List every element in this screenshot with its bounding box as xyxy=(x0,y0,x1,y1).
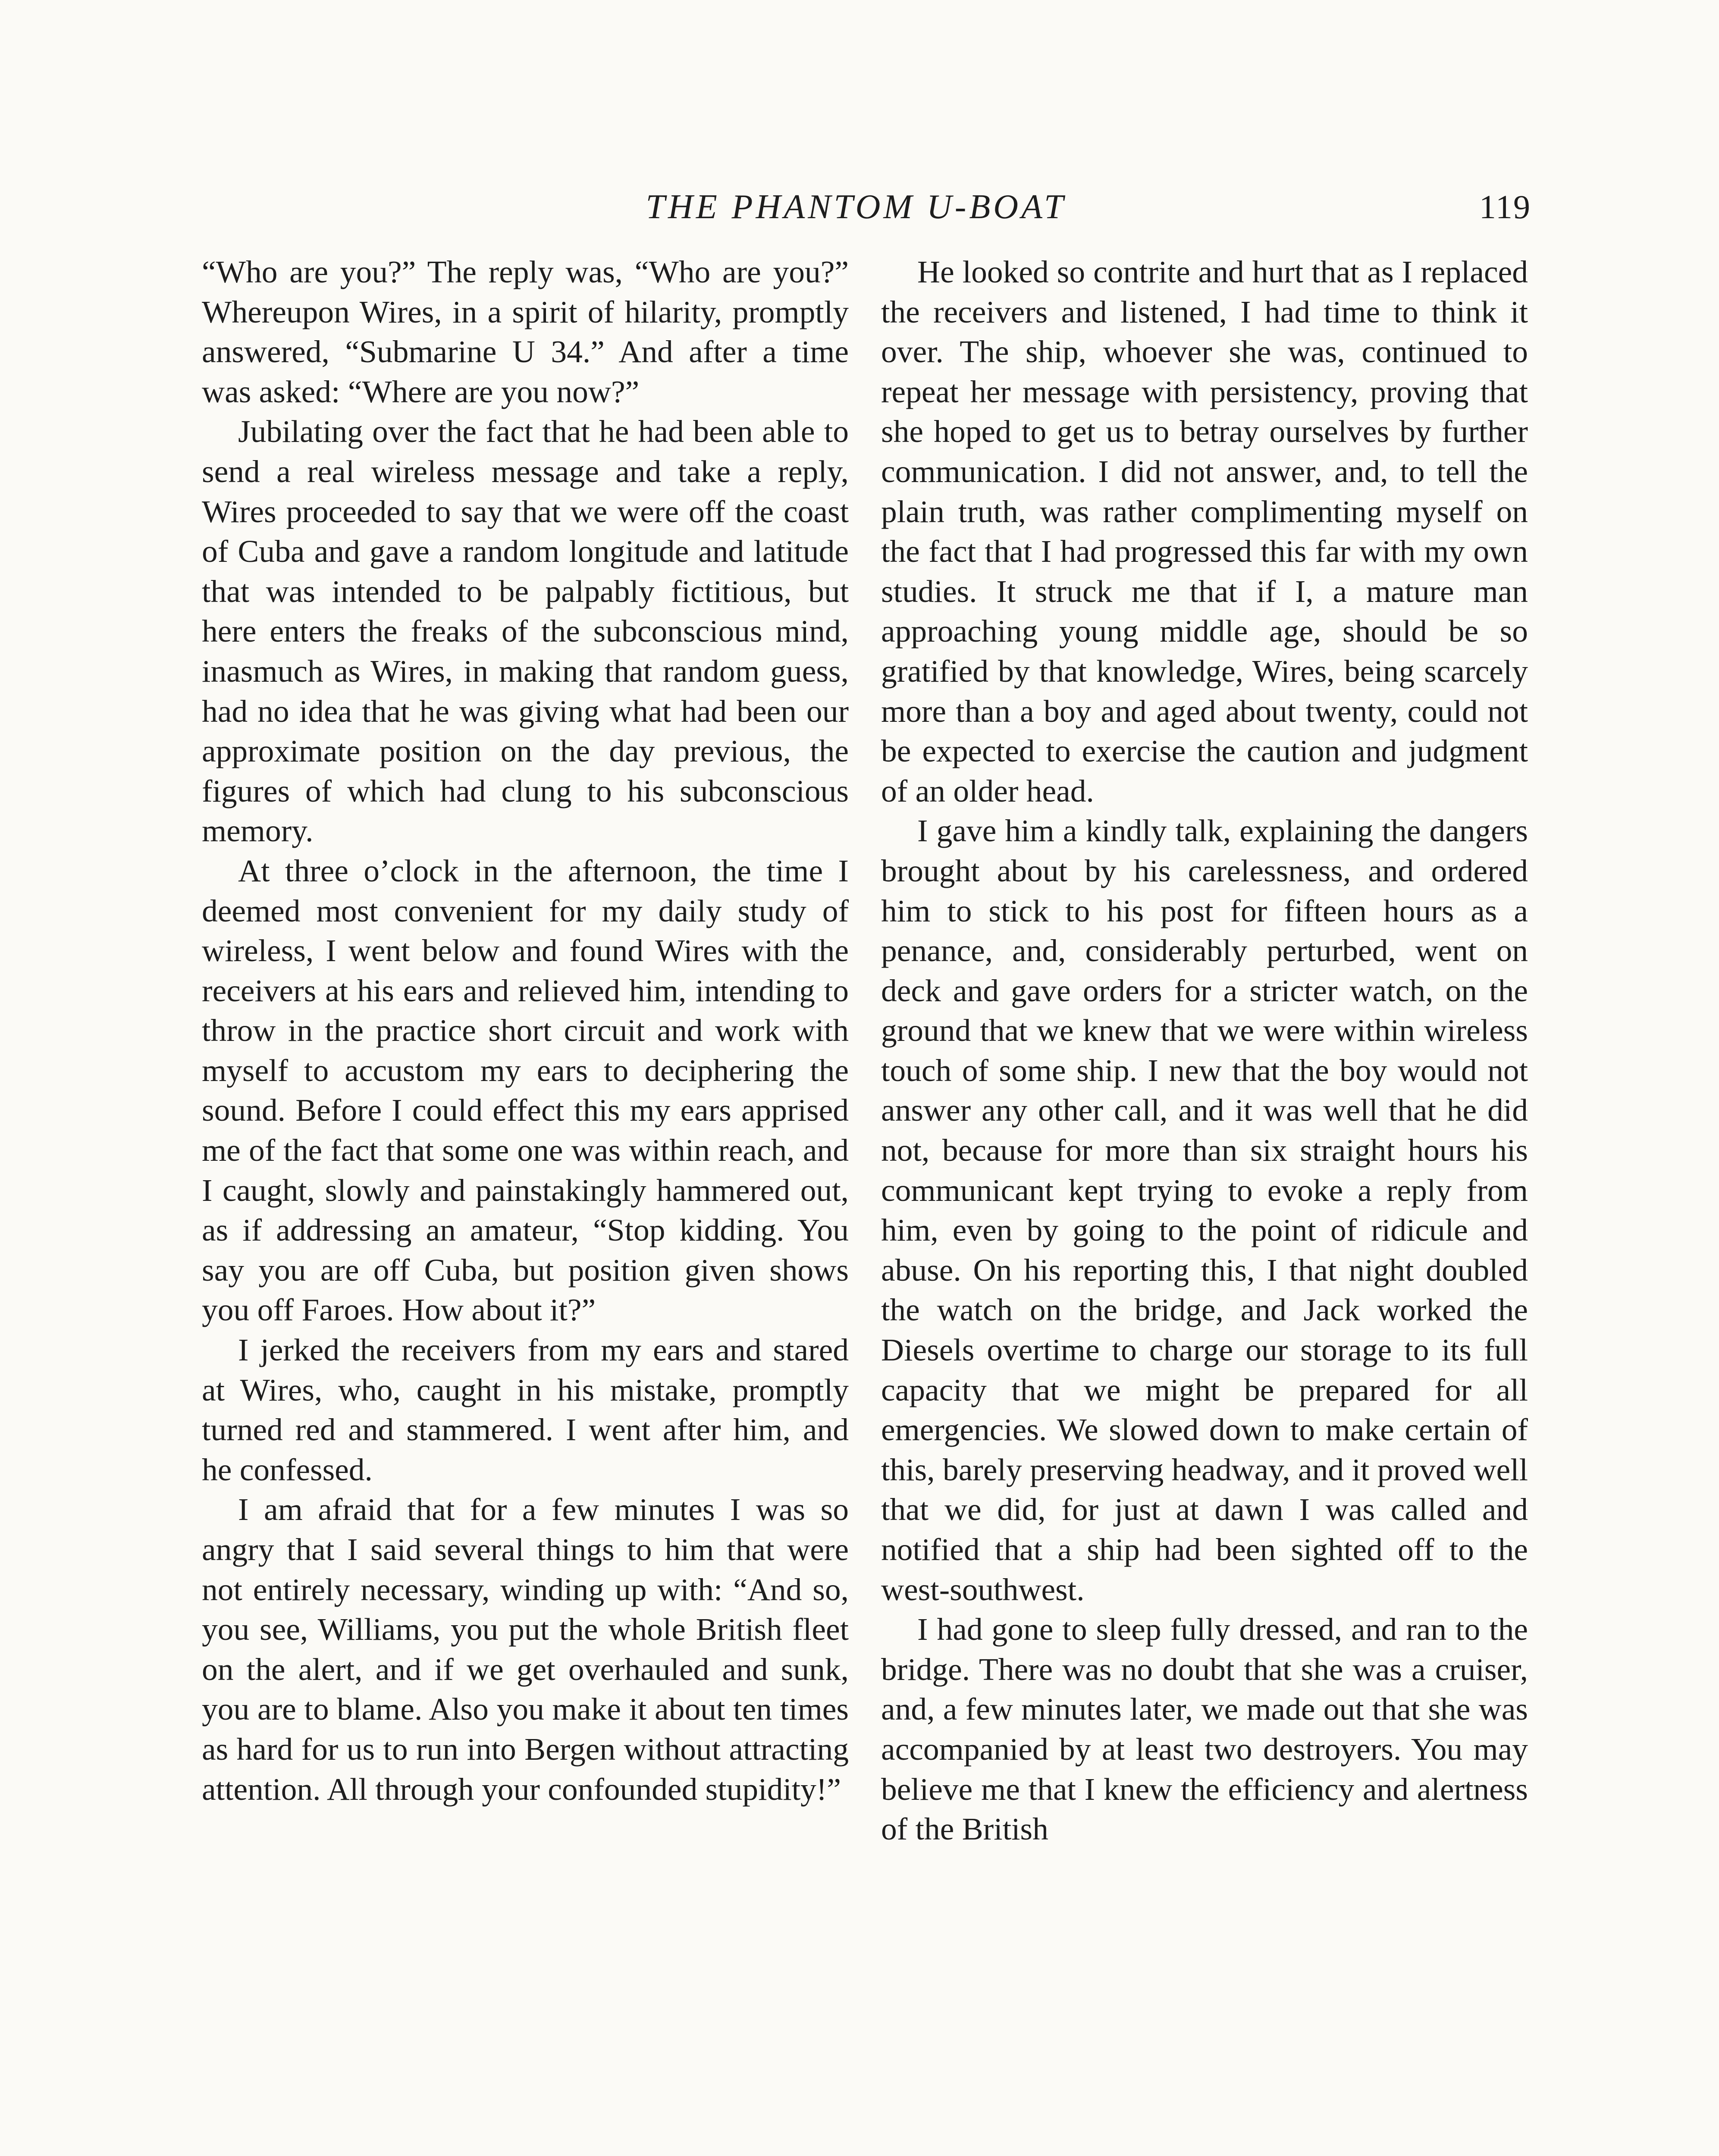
paragraph: I am afraid that for a few minutes I was so angry that I said several things to him that were not entirely necessary, winding up with: “And so, you see, Williams, you put the whole British fleet on the alert, and if we get overhauled and sunk, you are to blame. Also you make it about ten times as hard for us to run into Bergen without attracting attention. All through your confounded stupidity!” xyxy=(202,1492,849,1807)
paragraph: “Who are you?” The reply was, “Who are you?” Whereupon Wires, in a spirit of hilarity, promptly answered, “Submarine U 34.” And after a time was asked: “Where are you now?” xyxy=(202,254,849,409)
paragraph: He looked so contrite and hurt that as I replaced the receivers and listened, I had time to think it over. The ship, whoever she was, continued to repeat her message with persistency, proving that she hoped to get us to betray ourselves by further communication. I did not answer, and, to tell the plain truth, was rather complimenting myself on the fact that I had progressed this far with my own studies. It struck me that if I, a mature man approaching young middle age, should be so gratified by that knowledge, Wires, being scarcely more than a boy and aged about twenty, could not be expected to exercise the caution and judgment of an older head. xyxy=(881,254,1528,808)
running-head xyxy=(198,181,1531,233)
right-column xyxy=(881,252,1528,1849)
paragraph: I gave him a kindly talk, explaining the dangers brought about by his carelessness, and ordered him to stick to his post for fifteen hours as a penance, and, considerably perturbed, went on deck and gave orders for a stricter watch, on the ground that we knew that we were within wireless touch of some ship. I new that the boy would not answer any other call, and it was well that he did not, because for more than six straight hours his communicant kept trying to evoke a reply from him, even by going to the point of ridicule and abuse. On his reporting this, I that night doubled the watch on the bridge, and Jack worked the Diesels overtime to charge our storage to its full capacity that we might be prepared for all emergencies. We slowed down to make certain of this, barely preserving headway, and it proved well that we did, for just at dawn I was called and notified that a ship had been sighted off to the west-southwest. xyxy=(881,813,1528,1607)
left-column xyxy=(202,252,849,1809)
paragraph: At three o’clock in the afternoon, the time I deemed most convenient for my daily study of wireless, I went below and found Wires with the receivers at his ears and relieved him, intending to throw in the practice short circuit and work with myself to accustom my ears to deciphering the sound. Before I could effect this my ears apprised me of the fact that some one was within reach, and I caught, slowly and painstakingly hammered out, as if addressing an amateur, “Stop kidding. You say you are off Cuba, but position given shows you off Faroes. How about it?” xyxy=(202,853,849,1328)
running-title: THE PHANTOM U-BOAT xyxy=(646,188,1067,226)
paragraph: I jerked the receivers from my ears and stared at Wires, who, caught in his mistake, promptly turned red and stammered. I went after him, and he confessed. xyxy=(202,1332,849,1487)
paragraph: I had gone to sleep fully dressed, and ran to the bridge. There was no doubt that she was a cruiser, and, a few minutes later, we made out that she was accompanied by at least two destroyers. You may believe me that I knew the efficiency and alertness of the British xyxy=(881,1612,1528,1847)
page-number: 119 xyxy=(1479,188,1531,226)
paragraph: Jubilating over the fact that he had been able to send a real wireless message and take a reply, Wires proceeded to say that we were off the coast of Cuba and gave a random longitude and latitude that was intended to be palpably fictitious, but here enters the freaks of the subconscious mind, inasmuch as Wires, in making that random guess, had no idea that he was giving what had been our approximate position on the day previous, the figures of which had clung to his subconscious memory. xyxy=(202,414,849,849)
